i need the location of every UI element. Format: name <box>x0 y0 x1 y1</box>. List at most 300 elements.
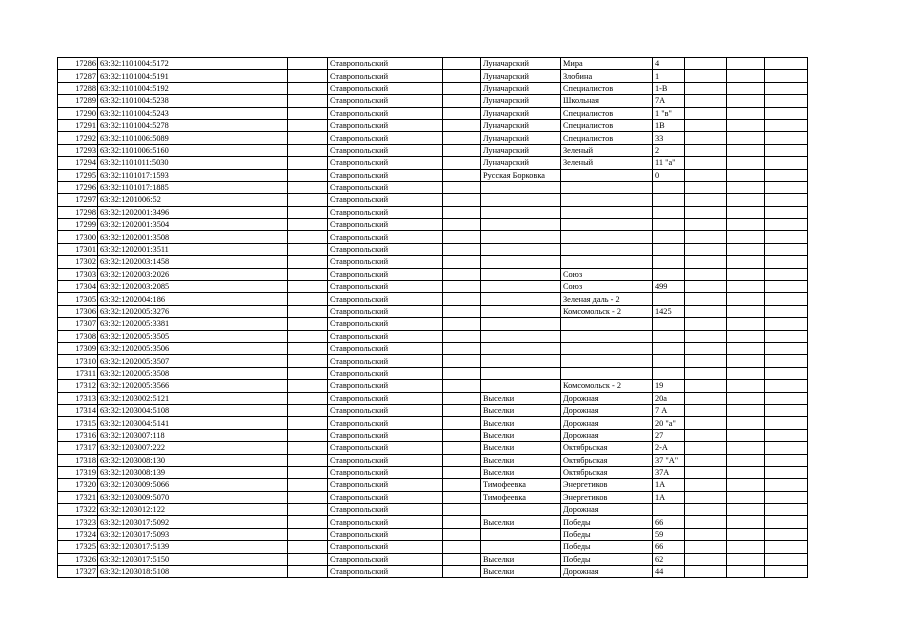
cell-empty <box>727 380 765 392</box>
cell-cadastral-number: 63:32:1202001:3504 <box>98 219 288 231</box>
cell-empty <box>443 491 481 503</box>
cell-cadastral-number: 63:32:1101004:5172 <box>98 58 288 70</box>
cell-house <box>653 181 685 193</box>
cell-empty <box>443 417 481 429</box>
cell-empty <box>765 70 808 82</box>
cell-empty <box>685 268 727 280</box>
cell-empty <box>443 429 481 441</box>
cell-cadastral-number: 63:32:1101017:1885 <box>98 181 288 193</box>
cell-cadastral-number: 63:32:1202004:186 <box>98 293 288 305</box>
cell-empty <box>685 404 727 416</box>
cell-district: Ставропольский <box>328 528 443 540</box>
cell-house <box>653 318 685 330</box>
cell-empty <box>685 528 727 540</box>
cell-empty <box>685 380 727 392</box>
cell-empty <box>727 268 765 280</box>
table-row <box>58 479 808 491</box>
table-row <box>58 119 808 131</box>
cell-empty <box>685 355 727 367</box>
cell-empty <box>685 479 727 491</box>
cell-empty <box>288 330 328 342</box>
cell-empty <box>685 132 727 144</box>
cell-empty <box>727 429 765 441</box>
cell-house: 19 <box>653 380 685 392</box>
cell-empty <box>685 491 727 503</box>
cell-cadastral-number: 63:32:1101004:5278 <box>98 119 288 131</box>
cell-street: Дорожная <box>561 404 653 416</box>
cell-district: Ставропольский <box>328 541 443 553</box>
cell-row-number: 17292 <box>58 132 98 144</box>
cell-house: 0 <box>653 169 685 181</box>
table-body <box>58 58 808 578</box>
cell-street: Победы <box>561 528 653 540</box>
cell-empty <box>288 243 328 255</box>
cell-row-number: 17315 <box>58 417 98 429</box>
cell-empty <box>288 318 328 330</box>
cell-locality <box>481 219 561 231</box>
cell-street: Союз <box>561 281 653 293</box>
cell-empty <box>288 392 328 404</box>
cell-house: 1425 <box>653 305 685 317</box>
cell-district: Ставропольский <box>328 516 443 528</box>
cell-empty <box>685 82 727 94</box>
cell-empty <box>727 281 765 293</box>
cell-empty <box>765 380 808 392</box>
cell-empty <box>727 330 765 342</box>
cell-empty <box>765 169 808 181</box>
cell-empty <box>727 206 765 218</box>
cell-empty <box>288 281 328 293</box>
cell-empty <box>765 367 808 379</box>
cell-empty <box>288 181 328 193</box>
cell-empty <box>443 553 481 565</box>
cell-street <box>561 169 653 181</box>
cell-cadastral-number: 63:32:1101011:5030 <box>98 157 288 169</box>
cell-district: Ставропольский <box>328 82 443 94</box>
table-row <box>58 157 808 169</box>
table-row <box>58 330 808 342</box>
cell-empty <box>443 479 481 491</box>
cell-house: 37 "А" <box>653 454 685 466</box>
table-row <box>58 454 808 466</box>
cell-row-number: 17296 <box>58 181 98 193</box>
cell-district: Ставропольский <box>328 119 443 131</box>
cell-empty <box>685 454 727 466</box>
cell-empty <box>727 157 765 169</box>
cell-empty <box>685 392 727 404</box>
cell-locality: Тимофеевка <box>481 491 561 503</box>
cell-empty <box>288 541 328 553</box>
cell-street: Школьная <box>561 95 653 107</box>
cell-empty <box>443 157 481 169</box>
cell-row-number: 17307 <box>58 318 98 330</box>
cell-street: Дорожная <box>561 566 653 578</box>
cell-district: Ставропольский <box>328 293 443 305</box>
cell-street: Дорожная <box>561 504 653 516</box>
table-row <box>58 367 808 379</box>
cell-empty <box>727 491 765 503</box>
cell-empty <box>685 516 727 528</box>
table-row <box>58 528 808 540</box>
table-row <box>58 355 808 367</box>
cell-empty <box>443 442 481 454</box>
cell-locality: Луначарский <box>481 119 561 131</box>
cell-street: Октябрьская <box>561 454 653 466</box>
cell-house: 27 <box>653 429 685 441</box>
cell-empty <box>685 330 727 342</box>
cell-empty <box>765 256 808 268</box>
cell-district: Ставропольский <box>328 454 443 466</box>
cell-street <box>561 330 653 342</box>
cell-empty <box>727 318 765 330</box>
cell-house: 2-А <box>653 442 685 454</box>
cell-empty <box>443 256 481 268</box>
table-row <box>58 541 808 553</box>
cell-empty <box>727 132 765 144</box>
cell-row-number: 17297 <box>58 194 98 206</box>
cell-empty <box>685 342 727 354</box>
cell-cadastral-number: 63:32:1203004:5108 <box>98 404 288 416</box>
cell-empty <box>288 293 328 305</box>
cell-empty <box>443 355 481 367</box>
cell-empty <box>765 181 808 193</box>
cell-row-number: 17300 <box>58 231 98 243</box>
cell-empty <box>443 466 481 478</box>
cell-locality <box>481 330 561 342</box>
cell-empty <box>685 305 727 317</box>
cell-empty <box>765 132 808 144</box>
cell-empty <box>765 553 808 565</box>
cell-house <box>653 367 685 379</box>
cell-row-number: 17324 <box>58 528 98 540</box>
cell-empty <box>443 219 481 231</box>
cell-row-number: 17314 <box>58 404 98 416</box>
cell-locality <box>481 181 561 193</box>
cell-row-number: 17303 <box>58 268 98 280</box>
cell-empty <box>727 82 765 94</box>
cell-empty <box>765 219 808 231</box>
cell-house <box>653 194 685 206</box>
cell-locality: Выселки <box>481 429 561 441</box>
cell-empty <box>443 144 481 156</box>
cell-street: Злобина <box>561 70 653 82</box>
cell-row-number: 17291 <box>58 119 98 131</box>
cell-street: Октябрьская <box>561 442 653 454</box>
cell-house <box>653 504 685 516</box>
cell-house: 20а <box>653 392 685 404</box>
cell-locality: Луначарский <box>481 157 561 169</box>
table-row <box>58 70 808 82</box>
cell-empty <box>685 219 727 231</box>
cell-empty <box>765 82 808 94</box>
cell-district: Ставропольский <box>328 70 443 82</box>
cell-empty <box>288 355 328 367</box>
cell-empty <box>765 268 808 280</box>
cell-empty <box>727 107 765 119</box>
cell-street: Комсомольск - 2 <box>561 380 653 392</box>
cell-empty <box>765 541 808 553</box>
cell-locality: Луначарский <box>481 95 561 107</box>
cell-house: 20 "а" <box>653 417 685 429</box>
cell-district: Ставропольский <box>328 95 443 107</box>
cell-house: 1А <box>653 491 685 503</box>
cell-street: Зеленый <box>561 157 653 169</box>
cell-empty <box>727 367 765 379</box>
table-row <box>58 417 808 429</box>
cell-house <box>653 243 685 255</box>
cell-empty <box>765 504 808 516</box>
table-row <box>58 566 808 578</box>
cell-cadastral-number: 63:32:1203004:5141 <box>98 417 288 429</box>
cell-street <box>561 367 653 379</box>
cell-district: Ставропольский <box>328 429 443 441</box>
cell-empty <box>727 144 765 156</box>
table-row <box>58 342 808 354</box>
table-row <box>58 281 808 293</box>
cell-empty <box>443 392 481 404</box>
cell-empty <box>727 355 765 367</box>
table-row <box>58 144 808 156</box>
cell-locality <box>481 256 561 268</box>
cell-locality <box>481 355 561 367</box>
cell-empty <box>685 243 727 255</box>
cell-cadastral-number: 63:32:1101006:5089 <box>98 132 288 144</box>
cell-empty <box>685 417 727 429</box>
cell-empty <box>443 181 481 193</box>
cell-empty <box>685 541 727 553</box>
cell-empty <box>443 206 481 218</box>
cell-empty <box>288 305 328 317</box>
cell-empty <box>727 256 765 268</box>
cell-empty <box>765 454 808 466</box>
cell-empty <box>443 107 481 119</box>
cell-cadastral-number: 63:32:1202003:1458 <box>98 256 288 268</box>
cell-row-number: 17290 <box>58 107 98 119</box>
cell-house: 1В <box>653 119 685 131</box>
table-row <box>58 107 808 119</box>
cell-empty <box>727 417 765 429</box>
cell-row-number: 17321 <box>58 491 98 503</box>
cell-empty <box>443 119 481 131</box>
cell-cadastral-number: 63:32:1101006:5160 <box>98 144 288 156</box>
cell-house: 44 <box>653 566 685 578</box>
cell-row-number: 17317 <box>58 442 98 454</box>
cell-district: Ставропольский <box>328 157 443 169</box>
cell-row-number: 17304 <box>58 281 98 293</box>
cell-empty <box>685 318 727 330</box>
cell-empty <box>685 194 727 206</box>
cell-empty <box>443 380 481 392</box>
cell-empty <box>443 194 481 206</box>
cell-locality <box>481 293 561 305</box>
cell-house: 499 <box>653 281 685 293</box>
cell-locality: Луначарский <box>481 70 561 82</box>
cell-house: 2 <box>653 144 685 156</box>
cell-house: 33 <box>653 132 685 144</box>
cell-cadastral-number: 63:32:1202001:3511 <box>98 243 288 255</box>
cell-street: Дорожная <box>561 429 653 441</box>
cell-house: 1 "в" <box>653 107 685 119</box>
cell-street: Дорожная <box>561 392 653 404</box>
cell-street <box>561 181 653 193</box>
cell-empty <box>765 566 808 578</box>
cell-district: Ставропольский <box>328 305 443 317</box>
cell-empty <box>727 342 765 354</box>
cell-district: Ставропольский <box>328 417 443 429</box>
cell-street: Дорожная <box>561 417 653 429</box>
cell-empty <box>727 119 765 131</box>
table-row <box>58 219 808 231</box>
cell-locality <box>481 281 561 293</box>
cell-cadastral-number: 63:32:1101004:5192 <box>98 82 288 94</box>
cell-street: Специалистов <box>561 82 653 94</box>
cell-empty <box>288 491 328 503</box>
table-row <box>58 380 808 392</box>
cell-district: Ставропольский <box>328 318 443 330</box>
cell-locality <box>481 268 561 280</box>
cell-empty <box>685 566 727 578</box>
cell-district: Ставропольский <box>328 553 443 565</box>
cell-district: Ставропольский <box>328 219 443 231</box>
cell-house <box>653 206 685 218</box>
cell-cadastral-number: 63:32:1203007:222 <box>98 442 288 454</box>
cell-empty <box>765 281 808 293</box>
cell-empty <box>288 256 328 268</box>
cell-locality <box>481 318 561 330</box>
cell-locality: Луначарский <box>481 82 561 94</box>
cell-empty <box>727 454 765 466</box>
cell-cadastral-number: 63:32:1202001:3508 <box>98 231 288 243</box>
cell-empty <box>727 70 765 82</box>
data-table <box>57 57 808 578</box>
cell-empty <box>765 305 808 317</box>
cell-district: Ставропольский <box>328 231 443 243</box>
cell-cadastral-number: 63:32:1101004:5243 <box>98 107 288 119</box>
cell-cadastral-number: 63:32:1203009:5066 <box>98 479 288 491</box>
table-row <box>58 516 808 528</box>
cell-district: Ставропольский <box>328 243 443 255</box>
cell-empty <box>685 231 727 243</box>
cell-empty <box>765 243 808 255</box>
cell-street: Победы <box>561 516 653 528</box>
cell-empty <box>443 330 481 342</box>
cell-locality <box>481 206 561 218</box>
cell-locality: Выселки <box>481 404 561 416</box>
cell-house <box>653 231 685 243</box>
cell-empty <box>288 528 328 540</box>
cell-locality: Выселки <box>481 466 561 478</box>
cell-row-number: 17289 <box>58 95 98 107</box>
cell-empty <box>765 107 808 119</box>
cell-empty <box>765 417 808 429</box>
table-row <box>58 491 808 503</box>
cell-district: Ставропольский <box>328 479 443 491</box>
cell-row-number: 17320 <box>58 479 98 491</box>
cell-house <box>653 256 685 268</box>
cell-district: Ставропольский <box>328 566 443 578</box>
cell-house: 4 <box>653 58 685 70</box>
cell-cadastral-number: 63:32:1203008:130 <box>98 454 288 466</box>
cell-row-number: 17322 <box>58 504 98 516</box>
cell-street: Союз <box>561 268 653 280</box>
cell-empty <box>288 107 328 119</box>
cell-row-number: 17318 <box>58 454 98 466</box>
cell-cadastral-number: 63:32:1203017:5092 <box>98 516 288 528</box>
cell-district: Ставропольский <box>328 330 443 342</box>
cell-empty <box>727 504 765 516</box>
cell-locality: Тимофеевка <box>481 479 561 491</box>
cell-district: Ставропольский <box>328 181 443 193</box>
cell-locality: Русская Борковка <box>481 169 561 181</box>
cell-street <box>561 318 653 330</box>
cell-empty <box>765 404 808 416</box>
cell-empty <box>727 442 765 454</box>
cell-empty <box>685 119 727 131</box>
cell-empty <box>443 528 481 540</box>
cell-street <box>561 243 653 255</box>
cell-empty <box>443 305 481 317</box>
cell-street: Мира <box>561 58 653 70</box>
cell-empty <box>765 206 808 218</box>
cell-district: Ставропольский <box>328 169 443 181</box>
cell-cadastral-number: 63:32:1201006:52 <box>98 194 288 206</box>
cell-house <box>653 293 685 305</box>
cell-locality: Выселки <box>481 442 561 454</box>
cell-house <box>653 219 685 231</box>
cell-empty <box>765 330 808 342</box>
cell-street: Специалистов <box>561 119 653 131</box>
cell-row-number: 17309 <box>58 342 98 354</box>
cell-empty <box>685 107 727 119</box>
cell-empty <box>765 479 808 491</box>
cell-cadastral-number: 63:32:1202005:3506 <box>98 342 288 354</box>
cell-empty <box>443 504 481 516</box>
cell-district: Ставропольский <box>328 367 443 379</box>
cell-cadastral-number: 63:32:1202005:3505 <box>98 330 288 342</box>
cell-empty <box>765 342 808 354</box>
cell-empty <box>685 144 727 156</box>
cell-empty <box>727 181 765 193</box>
table-row <box>58 504 808 516</box>
cell-district: Ставропольский <box>328 392 443 404</box>
cell-empty <box>727 95 765 107</box>
cell-empty <box>765 429 808 441</box>
cell-row-number: 17313 <box>58 392 98 404</box>
cell-cadastral-number: 63:32:1203018:5108 <box>98 566 288 578</box>
cell-empty <box>288 479 328 491</box>
cell-locality <box>481 367 561 379</box>
cell-district: Ставропольский <box>328 342 443 354</box>
cell-district: Ставропольский <box>328 58 443 70</box>
cell-empty <box>727 528 765 540</box>
cell-empty <box>727 553 765 565</box>
cell-empty <box>765 144 808 156</box>
cell-street: Специалистов <box>561 132 653 144</box>
cell-empty <box>727 58 765 70</box>
cell-street <box>561 206 653 218</box>
cell-locality: Луначарский <box>481 132 561 144</box>
cell-locality: Выселки <box>481 553 561 565</box>
cell-empty <box>443 58 481 70</box>
cell-empty <box>443 404 481 416</box>
cell-house: 11 "а" <box>653 157 685 169</box>
table-row <box>58 58 808 70</box>
cell-empty <box>765 231 808 243</box>
cell-street: Зеленый <box>561 144 653 156</box>
cell-empty <box>765 442 808 454</box>
cell-row-number: 17294 <box>58 157 98 169</box>
cell-row-number: 17286 <box>58 58 98 70</box>
